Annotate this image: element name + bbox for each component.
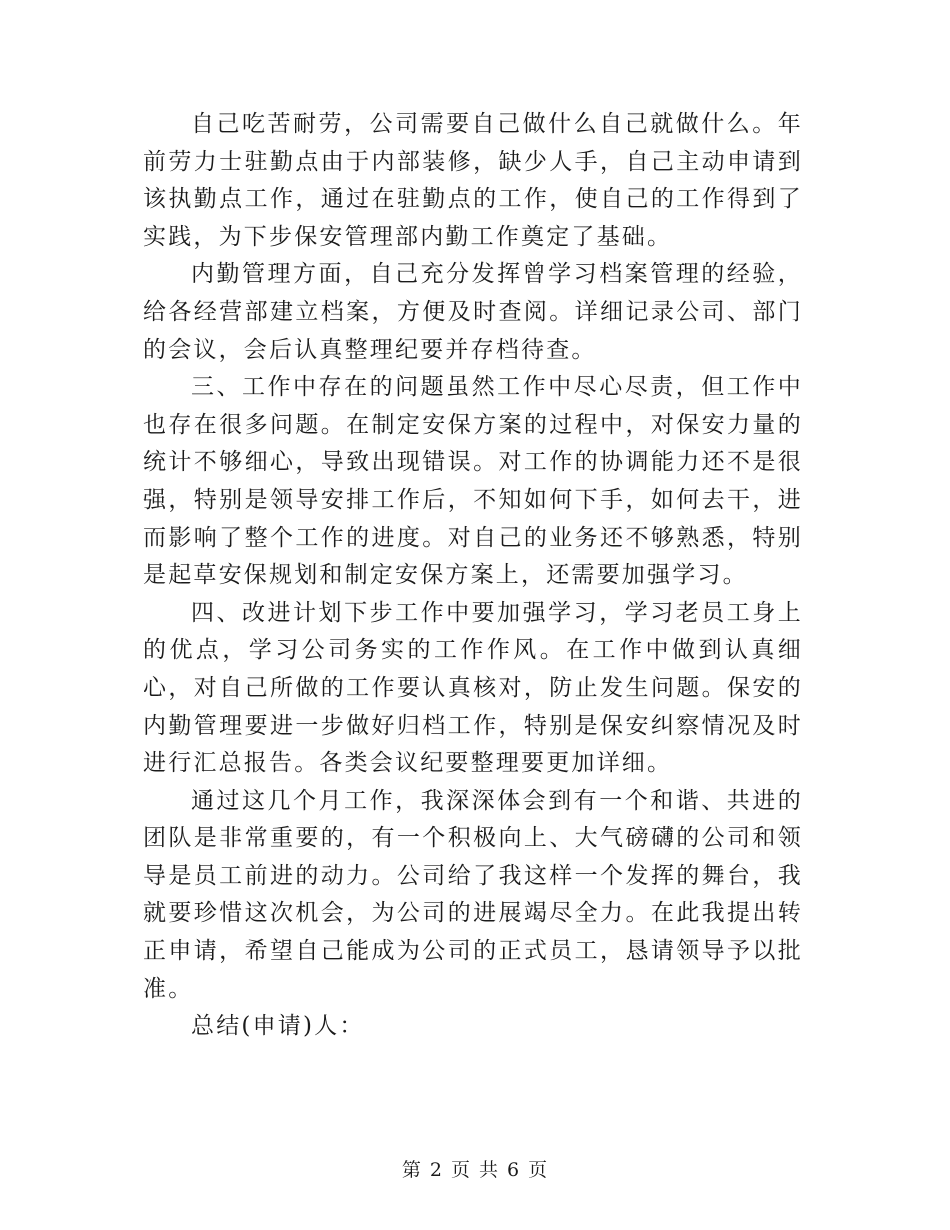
footer-total-prefix: 共	[479, 1159, 500, 1181]
paragraph-office-management: 内勤管理方面，自己充分发挥曾学习档案管理的经验，给各经营部建立档案，方便及时查阅。详细记录公司、部门的会议，会后认真整理纪要并存档待查。	[143, 261, 803, 363]
footer-page-word: 页	[450, 1159, 471, 1181]
paragraph-conclusion: 通过这几个月工作，我深深体会到有一个和谐、共进的团队是非常重要的，有一个积极向上、大气磅礴的公司和领导是员工前进的动力。公司给了我这样一个发挥的舞台，我就要珍惜这次机会，为公司的进展竭尽全力。在此我提出转正申请，希望自己能成为公司的正式员工，恳请领导予以批准。	[143, 787, 803, 1002]
footer-prefix: 第	[401, 1159, 422, 1181]
signature-line: 总结(申请)人：	[191, 1013, 365, 1040]
paragraph-work-attitude: 自己吃苦耐劳，公司需要自己做什么自己就做什么。年前劳力士驻勤点由于内部装修，缺少人手，自己主动申请到该执勤点工作，通过在驻勤点的工作，使自己的工作得到了实践，为下步保安管理部内勤工作奠定了基础。	[143, 111, 803, 250]
footer-suffix: 页	[528, 1159, 549, 1181]
current-page-number: 2	[429, 1159, 443, 1181]
total-pages-number: 6	[507, 1159, 521, 1181]
paragraph-existing-problems: 三、工作中存在的问题虽然工作中尽心尽责，但工作中也存在很多问题。在制定安保方案的过程中，对保安力量的统计不够细心，导致出现错误。对工作的协调能力还不是很强，特别是领导安排工作后，不知如何下手，如何去干，进而影响了整个工作的进度。对自己的业务还不够熟悉，特别是起草安保规划和制定安保方案上，还需要加强学习。	[143, 374, 803, 589]
page-footer	[0, 1155, 950, 1182]
document-body	[143, 106, 803, 1046]
paragraph-improvement-plan: 四、改进计划下步工作中要加强学习，学习老员工身上的优点，学习公司务实的工作作风。在工作中做到认真细心，对自己所做的工作要认真核对，防止发生问题。保安的内勤管理要进一步做好归档工作，特别是保安纠察情况及时进行汇总报告。各类会议纪要整理要更加详细。	[143, 599, 803, 777]
